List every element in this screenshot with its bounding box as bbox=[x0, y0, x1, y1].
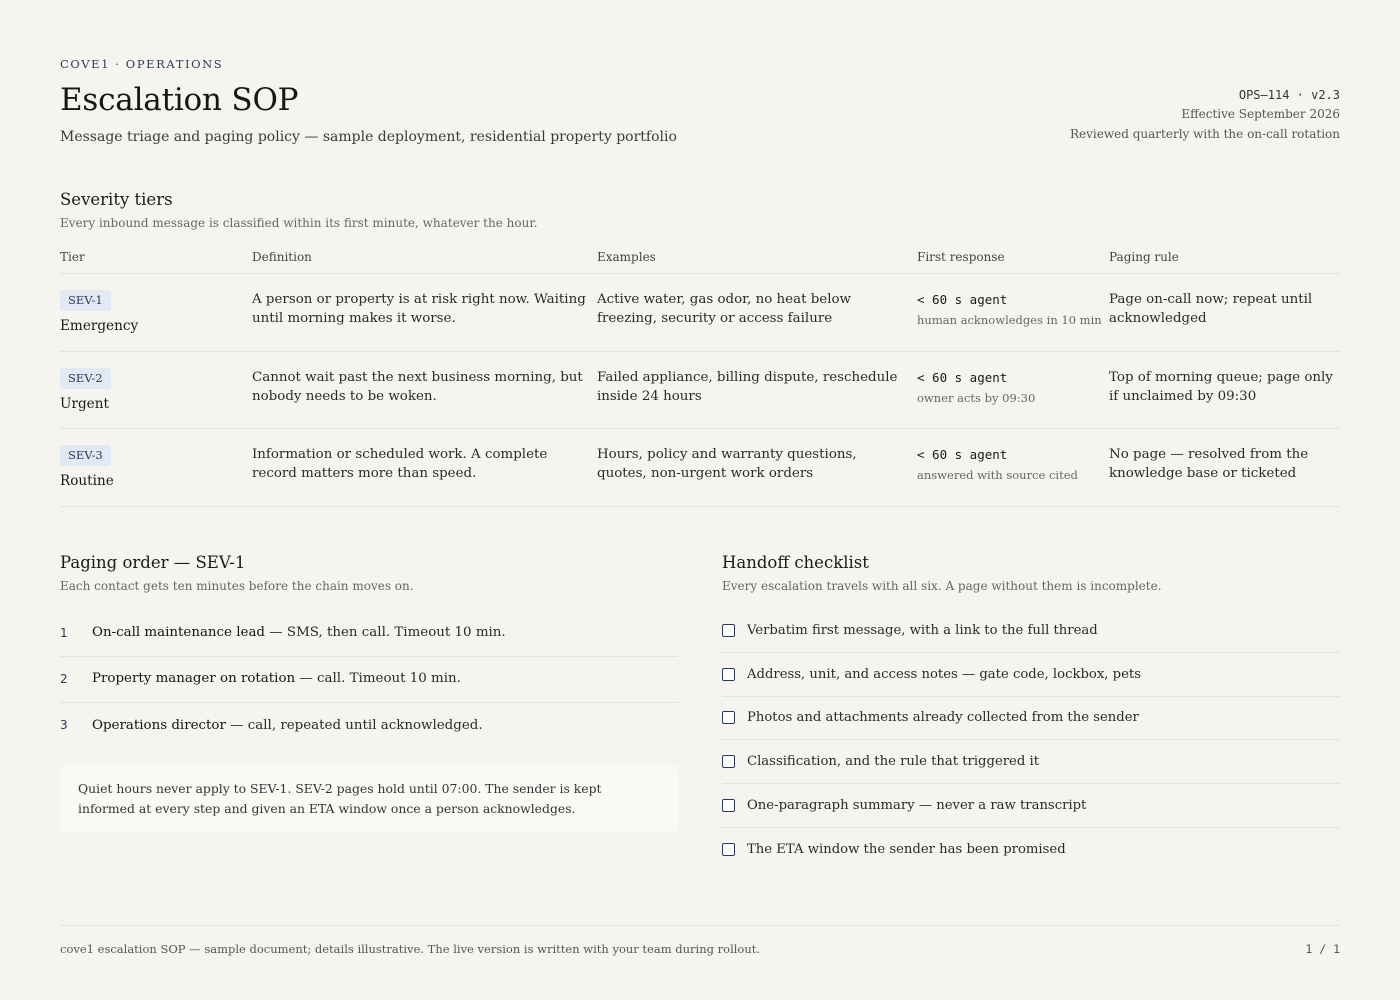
effective-date: Effective September 2026 bbox=[1181, 107, 1340, 121]
checklist-item-label: Classification, and the rule that triggered it bbox=[747, 754, 1040, 770]
paging-step bbox=[60, 703, 678, 749]
paging-order-section bbox=[60, 553, 678, 833]
tier-cell bbox=[60, 445, 252, 506]
table-row bbox=[60, 274, 1340, 352]
examples-cell: Failed appliance, billing dispute, reschedule inside 24 hours bbox=[597, 369, 898, 404]
response-time: < 60 s agent bbox=[917, 369, 1008, 385]
quiet-hours-note: Quiet hours never apply to SEV-1. SEV-2 pages hold until 07:00. The sender is kept informed at every step and given an ETA window once a person acknowledges. bbox=[60, 765, 678, 833]
step-number: 1 bbox=[60, 625, 68, 640]
paging-rule-cell: Top of morning queue; page only if unclaimed by 09:30 bbox=[1109, 369, 1333, 404]
table-row bbox=[60, 429, 1340, 507]
severity-tiers-section bbox=[60, 190, 1340, 507]
page-title: Escalation SOP bbox=[60, 82, 299, 118]
table-header bbox=[60, 250, 1340, 274]
checklist-item-label: Verbatim first message, with a link to the full thread bbox=[747, 622, 1098, 638]
handoff-checklist-section bbox=[722, 553, 1340, 872]
definition-cell: Information or scheduled work. A complete record matters more than speed. bbox=[252, 447, 548, 481]
step-contact: Operations director bbox=[92, 717, 226, 733]
tier-cell bbox=[60, 290, 252, 351]
column-header-first-response: First response bbox=[917, 250, 1005, 264]
checklist-item bbox=[722, 697, 1340, 741]
paging-rule-cell: Page on-call now; repeat until acknowledged bbox=[1109, 292, 1313, 326]
checklist bbox=[722, 609, 1340, 872]
severity-badge: SEV-2 bbox=[60, 368, 111, 389]
tier-cell bbox=[60, 368, 252, 429]
response-time: < 60 s agent bbox=[917, 292, 1008, 307]
response-time: < 60 s agent bbox=[917, 447, 1008, 462]
step-contact: Property manager on rotation bbox=[92, 671, 296, 686]
tier-name: Emergency bbox=[60, 318, 139, 334]
paging-step bbox=[60, 611, 678, 657]
severity-badge: SEV-1 bbox=[60, 290, 111, 311]
column-header-paging-rule: Paging rule bbox=[1109, 250, 1179, 264]
checklist-item bbox=[722, 609, 1340, 653]
step-number: 2 bbox=[60, 671, 68, 686]
checkbox[interactable] bbox=[722, 711, 735, 724]
checkbox[interactable] bbox=[722, 668, 735, 681]
checklist-item-label: One-paragraph summary — never a raw transcript bbox=[747, 798, 1087, 814]
paging-rule-cell: No page — resolved from the knowledge base or ticketed bbox=[1109, 447, 1309, 481]
column-header-examples: Examples bbox=[597, 250, 656, 264]
review-note: Reviewed quarterly with the on-call rotation bbox=[1070, 127, 1340, 141]
column-header-tier: Tier bbox=[60, 250, 85, 264]
checklist-item bbox=[722, 828, 1340, 872]
column-header-definition: Definition bbox=[252, 250, 312, 264]
examples-cell: Hours, policy and warranty questions, quotes, non-urgent work orders bbox=[597, 447, 857, 481]
checkbox[interactable] bbox=[722, 799, 735, 812]
checklist-item bbox=[722, 784, 1340, 828]
sop-page bbox=[60, 0, 1340, 1000]
checklist-item-label: Photos and attachments already collected from the sender bbox=[747, 710, 1139, 726]
checklist-item bbox=[722, 653, 1340, 697]
footer-disclaimer: cove1 escalation SOP — sample document; details illustrative. The live version is written with your team during rollout. bbox=[60, 942, 761, 956]
response-cell bbox=[917, 445, 1109, 506]
section-title: Paging order — SEV-1 bbox=[60, 553, 246, 572]
section-subtitle: Each contact gets ten minutes before the chain moves on. bbox=[60, 579, 414, 593]
table-row bbox=[60, 352, 1340, 430]
checkbox[interactable] bbox=[722, 843, 735, 856]
checkbox[interactable] bbox=[722, 755, 735, 768]
checkbox[interactable] bbox=[722, 624, 735, 637]
checklist-item-label: Address, unit, and access notes — gate code, lockbox, pets bbox=[747, 666, 1141, 682]
step-number: 3 bbox=[60, 718, 68, 732]
checklist-item bbox=[722, 740, 1340, 784]
definition-cell: A person or property is at risk right now. Waiting until morning makes it worse. bbox=[252, 292, 586, 326]
examples-cell: Active water, gas odor, no heat below freezing, security or access failure bbox=[597, 292, 852, 326]
page-number: 1 / 1 bbox=[1305, 942, 1340, 956]
definition-cell: Cannot wait past the next business morning, but nobody needs to be woken. bbox=[252, 369, 583, 404]
step-contact: On-call maintenance lead bbox=[92, 625, 265, 640]
step-detail: — SMS, then call. Timeout 10 min. bbox=[265, 625, 506, 640]
checklist-item-label: The ETA window the sender has been promised bbox=[747, 842, 1066, 858]
paging-steps bbox=[60, 611, 678, 749]
section-title: Severity tiers bbox=[60, 190, 173, 209]
section-title: Handoff checklist bbox=[722, 553, 869, 572]
page-footer bbox=[60, 925, 1340, 956]
tier-name: Urgent bbox=[60, 395, 109, 412]
paging-step bbox=[60, 657, 678, 703]
section-subtitle: Every escalation travels with all six. A page without them is incomplete. bbox=[722, 579, 1162, 593]
document-id: OPS–114 · v2.3 bbox=[1238, 88, 1340, 102]
response-note: answered with source cited bbox=[917, 468, 1078, 482]
response-cell bbox=[917, 368, 1109, 429]
eyebrow: COVE1 · OPERATIONS bbox=[60, 57, 224, 71]
step-detail: — call. Timeout 10 min. bbox=[295, 671, 461, 686]
document-meta bbox=[1070, 88, 1340, 141]
response-note: owner acts by 09:30 bbox=[917, 390, 1036, 405]
response-note: human acknowledges in 10 min bbox=[917, 313, 1102, 327]
tier-name: Routine bbox=[60, 473, 114, 489]
step-detail: — call, repeated until acknowledged. bbox=[225, 717, 483, 733]
response-cell bbox=[917, 290, 1109, 351]
severity-badge: SEV-3 bbox=[60, 445, 111, 466]
section-subtitle: Every inbound message is classified within its first minute, whatever the hour. bbox=[60, 216, 538, 230]
page-subtitle: Message triage and paging policy — sample deployment, residential property portfolio bbox=[60, 129, 677, 145]
